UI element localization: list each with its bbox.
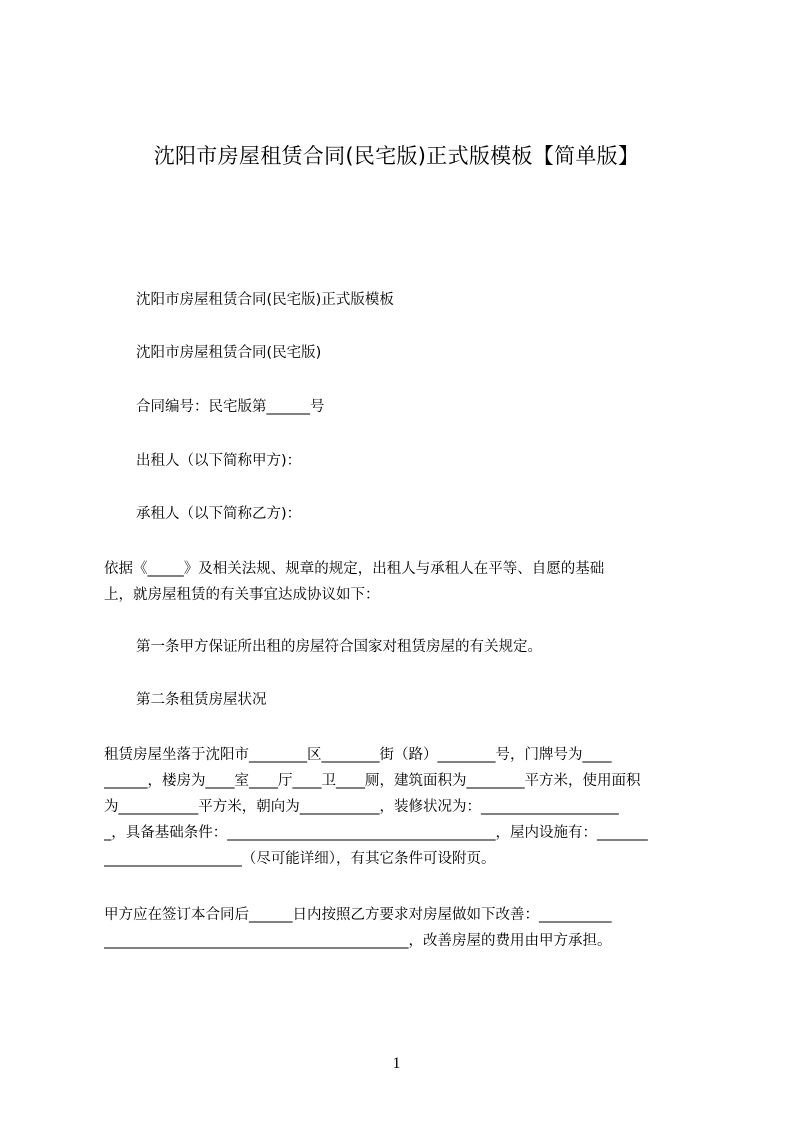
paragraph-line: 甲方应在签订本合同后______日内按照乙方要求对房屋做如下改善：__________ (104, 907, 612, 923)
article-2-heading: 第二条租赁房屋状况 (136, 692, 267, 708)
location-paragraph (104, 742, 700, 872)
contract-number-line: 合同编号：民宅版第______号 (136, 399, 325, 415)
paragraph-line: 为___________平方米，朝向为___________，装修状况为：___________________ (104, 799, 619, 815)
paragraph-line: _，具备基础条件：_____________________________________，屋内设施有：_______ (104, 825, 648, 841)
lessor-line: 出租人（以下简称甲方)： (136, 453, 302, 469)
lessee-line: 承租人（以下简称乙方)： (136, 506, 302, 522)
paragraph-line: __________________________________________，改善房屋的费用由甲方承担。 (104, 933, 612, 949)
basis-paragraph (104, 556, 700, 608)
paragraph-line: 依据《_____》及相关法规、规章的规定，出租人与承租人在平等、自愿的基础 (104, 561, 605, 577)
paragraph-line: ___________________（尽可能详细），有其它条件可设附页。 (104, 851, 496, 867)
paragraph-line: ______，楼房为____室____厅____卫____厕，建筑面积为________平方米，使用面积 (104, 773, 641, 789)
article-1: 第一条甲方保证所出租的房屋符合国家对租赁房屋的有关规定。 (136, 639, 542, 655)
paragraph-line: 租赁房屋坐落于沈阳市________区________街（路）________号，门牌号为____ (104, 747, 612, 763)
subtitle-line: 沈阳市房屋租赁合同(民宅版)正式版模板 (136, 292, 394, 308)
contract-name-line: 沈阳市房屋租赁合同(民宅版) (136, 345, 322, 361)
improvement-paragraph (104, 902, 700, 954)
page-number: 1 (392, 1055, 401, 1072)
document-title: 沈阳市房屋租赁合同(民宅版)正式版模板【简单版】 (153, 144, 640, 168)
paragraph-line: 上，就房屋租赁的有关事宜达成协议如下： (104, 587, 380, 603)
